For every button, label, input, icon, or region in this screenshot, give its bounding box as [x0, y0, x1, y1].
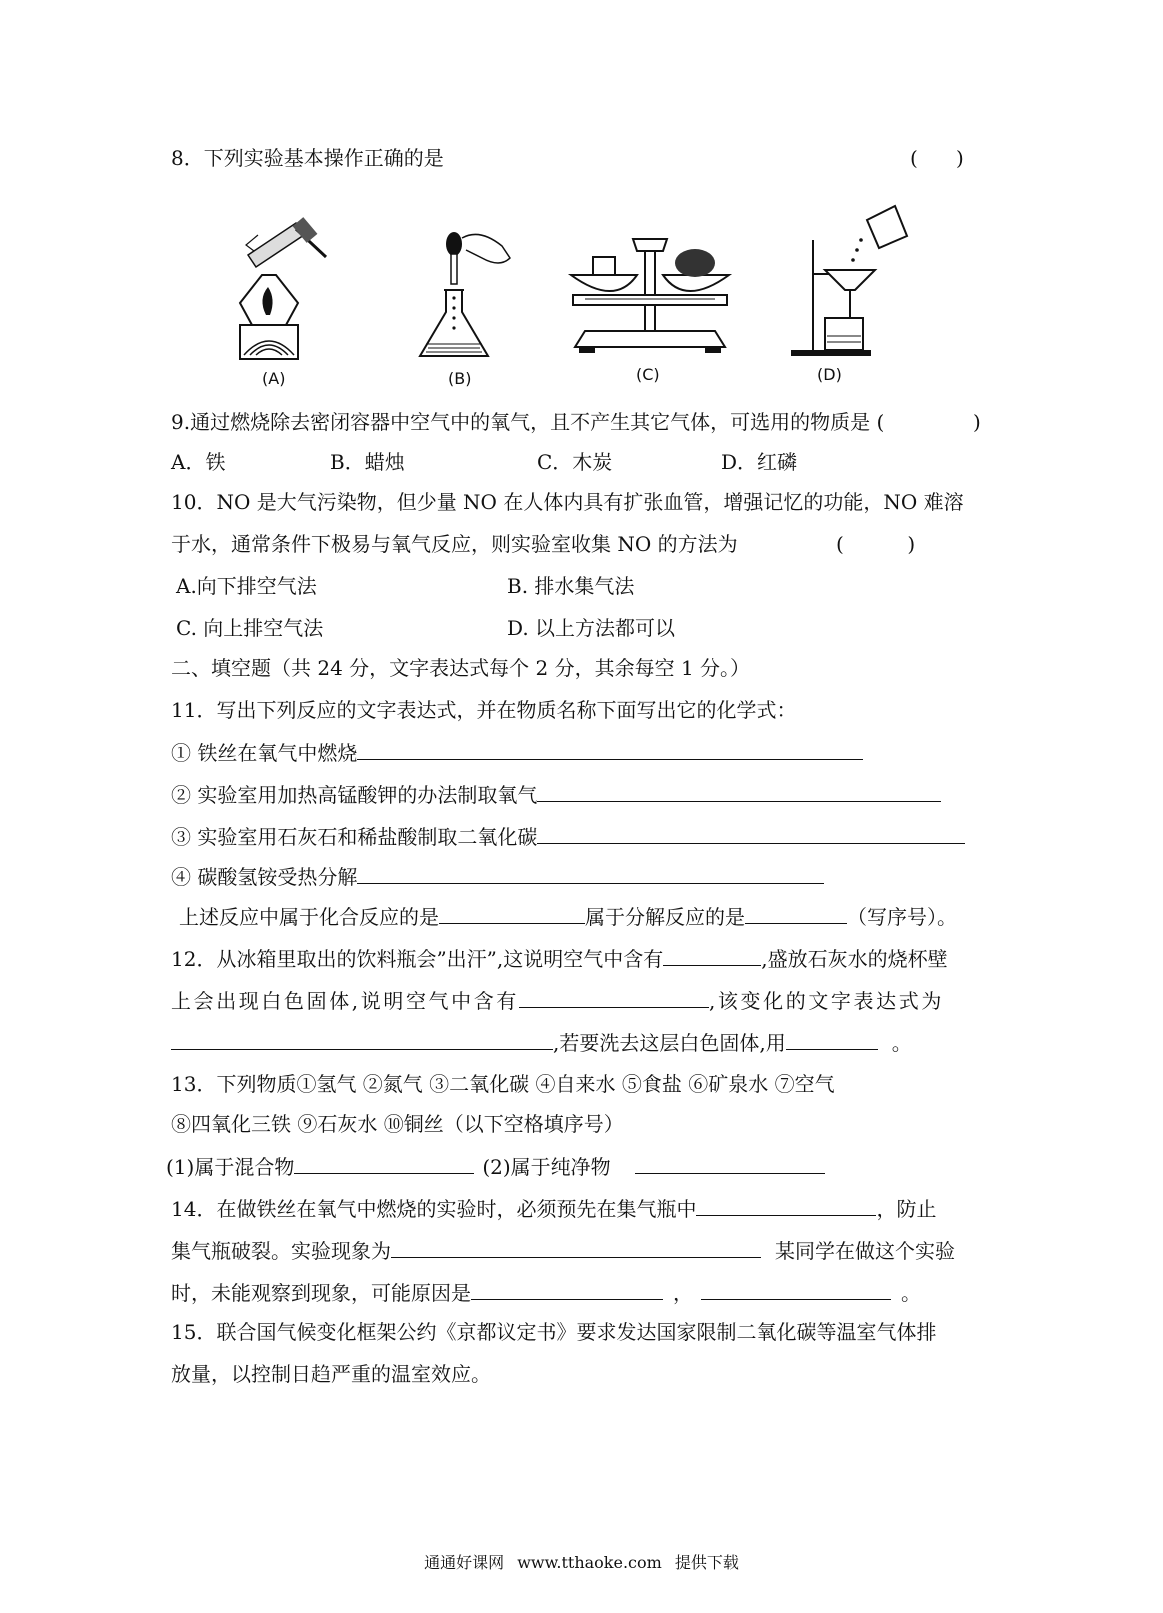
q11-answer-blank-3[interactable] — [537, 824, 965, 844]
q10-answer-paren: ( ) — [836, 532, 916, 556]
q12-blank-2[interactable] — [519, 988, 709, 1008]
q14-blank-reason-2[interactable] — [701, 1280, 891, 1300]
q11-item-4: ④ 碳酸氢铵受热分解 — [171, 864, 824, 889]
burner-heating-tube-icon — [230, 215, 340, 365]
q15-line1: 15．联合国气候变化框架公约《京都议定书》要求发达国家限制二氧化碳等温室气体排 — [171, 1320, 937, 1344]
section-heading-fill-in: 二、填空题（共 24 分，文字表达式每个 2 分，其余每空 1 分。） — [171, 656, 751, 680]
q14-blank-phenomenon[interactable] — [391, 1238, 761, 1258]
figure-d-label: (D) — [817, 365, 842, 384]
q12-line3: ,若要洗去这层白色固体,用 。 — [171, 1030, 912, 1055]
q11-item-1: ① 铁丝在氧气中燃烧 — [171, 740, 863, 765]
q10-line1: 10．NO 是大气污染物，但少量 NO 在人体内具有扩张血管，增强记忆的功能，NO 难溶 — [171, 490, 964, 514]
q14-blank-reason-1[interactable] — [471, 1280, 663, 1300]
q13-mixture-blank[interactable] — [294, 1154, 474, 1174]
q12-blank-1[interactable] — [663, 946, 761, 966]
filtration-funnel-icon — [785, 200, 910, 365]
q11-answer-blank-2[interactable] — [537, 782, 941, 802]
q10-option-d: D. 以上方法都可以 — [507, 616, 676, 640]
q11-summary: 上述反应中属于化合反应的是 属于分解反应的是 （写序号）。 — [179, 905, 957, 929]
q11-item-2: ② 实验室用加热高锰酸钾的办法制取氧气 — [171, 782, 941, 807]
q10-option-c: C. 向上排空气法 — [176, 616, 324, 640]
q8-answer-paren: ( ) — [910, 146, 964, 170]
q13-pure-blank[interactable] — [635, 1154, 825, 1174]
q9-option-b: B．蜡烛 — [330, 450, 405, 474]
figure-a-label: (A) — [262, 369, 286, 388]
balance-scale-icon — [565, 225, 735, 360]
q14-line3: 时，未能观察到现象，可能原因是 ， 。 — [171, 1281, 921, 1305]
q10-option-b: B. 排水集气法 — [507, 574, 635, 598]
footer-url-link[interactable]: www.tthaoke.com — [517, 1553, 662, 1572]
q11-item-3: ③ 实验室用石灰石和稀盐酸制取二氧化碳 — [171, 824, 965, 849]
q9-stem: 9.通过燃烧除去密闭容器中空气中的氧气，且不产生其它气体，可选用的物质是 ( — [171, 410, 885, 434]
q9-option-a: A．铁 — [171, 450, 226, 474]
q12-blank-equation[interactable] — [171, 1030, 553, 1050]
figure-b-label: (B) — [448, 369, 472, 388]
q13-line2: ⑧四氧化三铁 ⑨石灰水 ⑩铜丝（以下空格填序号） — [171, 1112, 624, 1136]
footer-tail: 提供下载 — [674, 1553, 739, 1572]
q9-paren-close: ) — [973, 410, 981, 434]
dropper-flask-icon — [410, 228, 520, 368]
q14-line1: 14．在做铁丝在氧气中燃烧的实验时，必须预先在集气瓶中 ，防止 — [171, 1197, 937, 1221]
q14-line2: 集气瓶破裂。实验现象为 某同学在做这个实验 — [171, 1239, 955, 1263]
figure-c-label: (C) — [636, 365, 660, 384]
q9-option-c: C．木炭 — [537, 450, 613, 474]
q8-stem: 8．下列实验基本操作正确的是 — [171, 146, 444, 170]
q11-decomposition-blank[interactable] — [745, 904, 847, 924]
q12-line2: 上会出现白色固体,说明空气中含有 ,该变化的文字表达式为 — [171, 989, 944, 1013]
q12-line1: 12．从冰箱里取出的饮料瓶会”出汗”,这说明空气中含有 ,盛放石灰水的烧杯壁 — [171, 947, 948, 971]
q13-line1: 13．下列物质①氢气 ②氮气 ③二氧化碳 ④自来水 ⑤食盐 ⑥矿泉水 ⑦空气 — [171, 1072, 835, 1096]
q12-blank-3[interactable] — [786, 1030, 878, 1050]
q11-answer-blank-4[interactable] — [357, 864, 824, 884]
q11-answer-blank-1[interactable] — [357, 740, 863, 760]
q10-option-a: A.向下排空气法 — [176, 574, 317, 598]
q10-line2: 于水，通常条件下极易与氧气反应，则实验室收集 NO 的方法为 — [171, 532, 738, 556]
q9-option-d: D．红磷 — [721, 450, 798, 474]
q14-blank-1[interactable] — [696, 1196, 876, 1216]
footer-site-name: 通通好课网 — [424, 1553, 505, 1572]
q11-combination-blank[interactable] — [439, 904, 585, 924]
q11-stem: 11．写出下列反应的文字表达式，并在物质名称下面写出它的化学式： — [171, 698, 797, 722]
page-footer — [0, 1550, 1163, 1573]
q15-line2: 放量，以控制日趋严重的温室效应。 — [171, 1362, 491, 1386]
q13-line3: (1)属于混合物 (2)属于纯净物 — [166, 1154, 825, 1179]
